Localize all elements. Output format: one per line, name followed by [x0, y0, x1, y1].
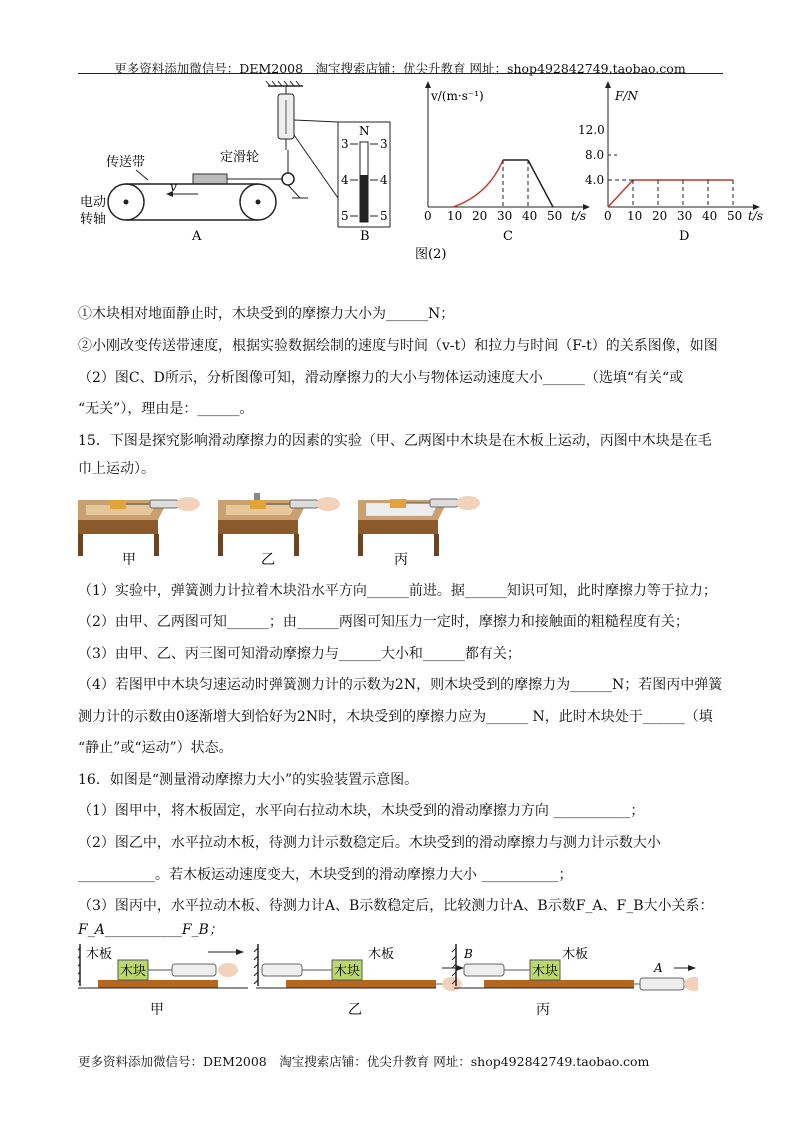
q16-caption-yi: 乙 — [348, 1002, 362, 1018]
q14-line-1: ①木块相对地面静止时，木块受到的摩擦力大小为______N； — [78, 306, 455, 322]
label-pulley: 定滑轮 — [220, 150, 260, 165]
ft-y-8: 8.0 — [585, 148, 605, 162]
caption-a: A — [192, 229, 202, 244]
q15-sub-4a: （4）若图甲中木块匀速运动时弹簧测力计的示数为2N，则木块受到的摩擦力为______N；若图丙中弹簧 — [78, 677, 723, 693]
q15-sub-3: （3）由甲、乙、丙三图可知滑动摩擦力与______大小和______都有关； — [78, 646, 521, 662]
q15-setup-yi — [218, 493, 340, 556]
figure-2 — [78, 80, 768, 260]
vt-x-0: 0 — [424, 209, 432, 223]
caption-d: D — [679, 229, 690, 244]
q16-setup-bing — [452, 944, 698, 991]
q16-setup-jia — [78, 944, 248, 988]
vt-x-50: 50 — [547, 209, 563, 223]
ft-x-50: 50 — [727, 209, 743, 223]
q15-setup-jia — [78, 497, 200, 556]
ft-x-40: 40 — [702, 209, 718, 223]
q16-bing-block: 木块 — [532, 964, 559, 979]
q16-jia-block: 木块 — [120, 964, 147, 979]
q16-setup-yi — [254, 944, 464, 991]
vt-x-40: 40 — [522, 209, 538, 223]
q15-sub-4c: “静止”或“运动”）状态。 — [78, 740, 233, 756]
vt-x-20: 20 — [472, 209, 488, 223]
scale-detail — [338, 122, 390, 244]
q16-sub-2b: ___________。若木板运动速度变大，木块受到的滑动摩擦力大小 ___________； — [78, 867, 573, 883]
q15-setup-bing — [358, 496, 480, 556]
ft-x-20: 20 — [652, 209, 668, 223]
scale-tick-3-left: 3 — [341, 137, 349, 151]
ft-y-4: 4.0 — [585, 173, 605, 187]
scale-tick-4-right: 4 — [380, 173, 388, 187]
q14-line-2: ②小刚改变传送带速度，根据实验数据绘制的速度与时间（v-t）和拉力与时间（F-t）的关系图像，如图 — [78, 338, 718, 354]
q14-line-3: （2）图C、D所示，分析图像可知，滑动摩擦力的大小与物体运动速度大小______（选填“有关“或 — [78, 370, 684, 386]
label-motor-2: 转轴 — [80, 212, 107, 227]
ft-y-12: 12.0 — [578, 123, 605, 137]
q15-stem-2: 巾上运动）。 — [78, 461, 155, 477]
vt-ylabel: v/(m·s⁻¹) — [431, 89, 484, 103]
scale-tick-4-left: 4 — [341, 173, 349, 187]
ft-xlabel: t/s — [748, 209, 764, 223]
q15-caption-bing: 丙 — [394, 552, 408, 568]
ft-x-30: 30 — [677, 209, 693, 223]
q15-caption-jia: 甲 — [122, 552, 136, 568]
q16-figure — [78, 940, 698, 1020]
q16-sub-2a: （2）图乙中，水平拉动木板，待测力计示数稳定后。木块受到的滑动摩擦力与测力计示数大小 — [78, 835, 661, 851]
conveyor-diagram — [80, 81, 338, 244]
scale-unit: N — [359, 124, 370, 138]
ft-ylabel: F/N — [615, 89, 638, 103]
q16-caption-bing: 丙 — [536, 1002, 550, 1018]
ft-graph — [578, 81, 763, 244]
q16-bing-b: B — [464, 947, 473, 961]
header-rule — [78, 73, 723, 74]
q16-yi-board: 木板 — [368, 947, 395, 962]
label-v: v — [170, 180, 177, 194]
scale-tick-3-right: 3 — [380, 137, 388, 151]
q16-jia-board: 木板 — [86, 947, 113, 962]
q15-sub-1: （1）实验中，弹簧测力计拉着木块沿水平方向______前进。据______知识可知，此时摩擦力等于拉力； — [78, 583, 717, 599]
vt-x-10: 10 — [447, 209, 463, 223]
q16-yi-block: 木块 — [334, 964, 361, 979]
figure-2-caption: 图(2) — [415, 247, 447, 260]
q15-figure — [78, 488, 518, 570]
label-belt: 传送带 — [106, 155, 146, 170]
q16-stem: 16．如图是“测量滑动摩擦力大小”的实验装置示意图。 — [78, 772, 419, 788]
vt-x-30: 30 — [497, 209, 513, 223]
q15-sub-2: （2）由甲、乙两图可知______；由______两图可知压力一定时，摩擦力和接触面的粗糙程度有关； — [78, 614, 689, 630]
caption-b: B — [360, 229, 370, 244]
label-motor-1: 电动 — [80, 195, 107, 210]
page-footer: 更多资料添加微信号：DEM2008 淘宝搜索店铺：优尖升教育 网址：shop492842749.taobao.com — [78, 1054, 650, 1069]
q16-sub-3: （3）图丙中，水平拉动木板、待测力计A、B示数稳定后，比较测力计A、B示数F_A、F_B大小关系： — [78, 898, 714, 914]
page-header: 更多资料添加微信号：DEM2008 淘宝搜索店铺：优尖升教育 网址：shop492842749.taobao.com — [114, 61, 686, 76]
q15-sub-4b: 测力计的示数由0逐渐增大到恰好为2N时，木块受到的摩擦力应为______ N，此时木块处于______（填 — [78, 709, 713, 725]
q16-sub-3b: F_A___________F_B； — [78, 922, 223, 938]
vt-xlabel: t/s — [571, 209, 587, 223]
q16-sub-1: （1）图甲中，将木板固定，水平向右拉动木块，木块受到的滑动摩擦力方向 ___________； — [78, 803, 645, 819]
q16-caption-jia: 甲 — [150, 1002, 164, 1018]
ft-x-10: 10 — [627, 209, 643, 223]
ft-x-0: 0 — [604, 209, 612, 223]
scale-tick-5-right: 5 — [380, 209, 388, 223]
q15-stem-1: 15．下图是探究影响滑动摩擦力的因素的实验（甲、乙两图中木块是在木板上运动，丙图中木块是在毛 — [78, 433, 712, 449]
q14-line-4: “无关”），理由是：______。 — [78, 401, 254, 417]
q16-bing-a: A — [654, 961, 663, 975]
scale-tick-5-left: 5 — [341, 209, 349, 223]
vt-graph — [424, 81, 590, 244]
q16-bing-board: 木板 — [562, 947, 589, 962]
q15-caption-yi: 乙 — [261, 552, 275, 568]
caption-c: C — [503, 229, 513, 244]
